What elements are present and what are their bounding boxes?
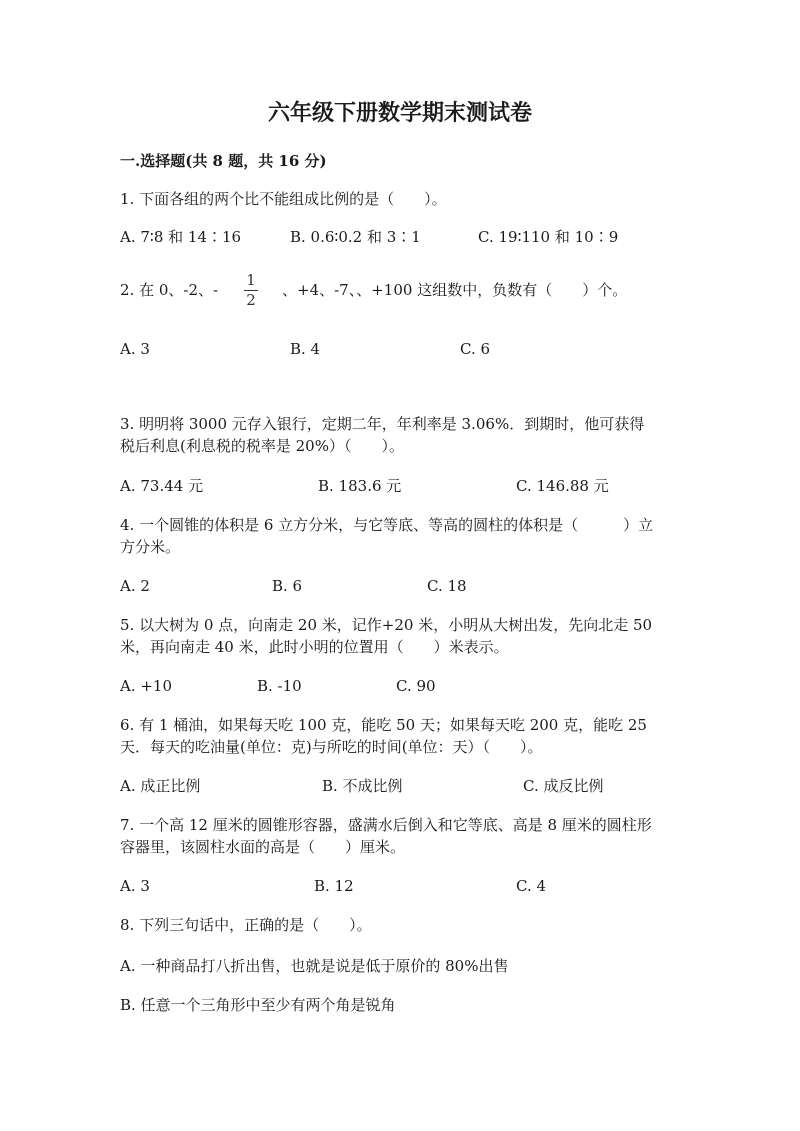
- question-7-text-line-1: 7. 一个高 12 厘米的圆锥形容器，盛满水后倒入和它等底、高是 8 厘米的圆柱形: [120, 816, 652, 834]
- question-6-text-line-1: 6. 有 1 桶油，如果每天吃 100 克，能吃 50 天；如果每天吃 200 克，能吃 25: [120, 716, 647, 734]
- question-8-option-a: A. 一种商品打八折出售，也就是说是低于原价的 80%出售: [120, 957, 509, 975]
- question-4-option-a: A. 2: [120, 577, 150, 595]
- question-6-option-c: C. 成反比例: [523, 777, 604, 795]
- question-1-option-a: A. 7∶8 和 14∶16: [120, 228, 242, 246]
- fraction-numerator: 1: [246, 271, 256, 289]
- question-1-option-b: B. 0.6∶0.2 和 3∶1: [290, 228, 421, 246]
- question-2-text-start: 2. 在 0、-2、-: [120, 281, 219, 299]
- question-6-option-a: A. 成正比例: [120, 777, 201, 795]
- page-title: 六年级下册数学期末测试卷: [267, 100, 532, 126]
- question-4-text-line-2: 方分米。: [120, 538, 181, 556]
- question-8-text: 8. 下列三句话中，正确的是（ ）。: [120, 916, 372, 934]
- question-6-text-line-2: 天．每天的吃油量(单位：克)与所吃的时间(单位：天）（ ）。: [120, 738, 543, 756]
- question-2-option-a: A. 3: [120, 340, 150, 358]
- question-1-text: 1. 下面各组的两个比不能组成比例的是（ ）。: [120, 190, 447, 208]
- question-4-text-line-1: 4. 一个圆锥的体积是 6 立方分米，与它等底、等高的圆柱的体积是（ ）立: [120, 516, 654, 534]
- question-2-option-c: C. 6: [460, 340, 491, 358]
- question-5-text-line-1: 5. 以大树为 0 点，向南走 20 米，记作+20 米，小明从大树出发，先向北走 50: [120, 616, 653, 634]
- question-3-option-b: B. 183.6 元: [318, 477, 402, 495]
- question-5-option-c: C. 90: [396, 677, 436, 695]
- question-5-option-b: B. -10: [257, 677, 302, 695]
- question-7-option-b: B. 12: [314, 877, 354, 895]
- question-2-text-end: 、+4、-7、、+100 这组数中，负数有（ ）个。: [282, 281, 628, 299]
- question-4-option-b: B. 6: [272, 577, 303, 595]
- question-4-option-c: C. 18: [427, 577, 467, 595]
- question-3-text-line-2: 税后利息(利息税的税率是 20%）（ ）。: [120, 437, 404, 455]
- fraction-one-half: [244, 272, 258, 309]
- question-5-option-a: A. +10: [120, 677, 173, 695]
- question-1-option-c: C. 19∶110 和 10∶9: [478, 228, 619, 246]
- fraction-denominator: 2: [246, 291, 256, 309]
- question-6-option-b: B. 不成比例: [322, 777, 403, 795]
- question-7-text-line-2: 容器里，该圆柱水面的高是（ ）厘米。: [120, 838, 406, 856]
- question-3-option-c: C. 146.88 元: [516, 477, 609, 495]
- question-3-text-line-1: 3. 明明将 3000 元存入银行，定期二年，年利率是 3.06%．到期时，他可获得: [120, 415, 645, 433]
- question-3-option-a: A. 73.44 元: [120, 477, 204, 495]
- question-2-option-b: B. 4: [290, 340, 321, 358]
- question-7-option-a: A. 3: [120, 877, 150, 895]
- question-8-option-b: B. 任意一个三角形中至少有两个角是锐角: [120, 996, 396, 1014]
- question-5-text-line-2: 米，再向南走 40 米，此时小明的位置用（ ）米表示。: [120, 638, 509, 656]
- question-7-option-c: C. 4: [516, 877, 547, 895]
- section-heading: 一.选择题(共 8 题，共 16 分): [120, 152, 327, 170]
